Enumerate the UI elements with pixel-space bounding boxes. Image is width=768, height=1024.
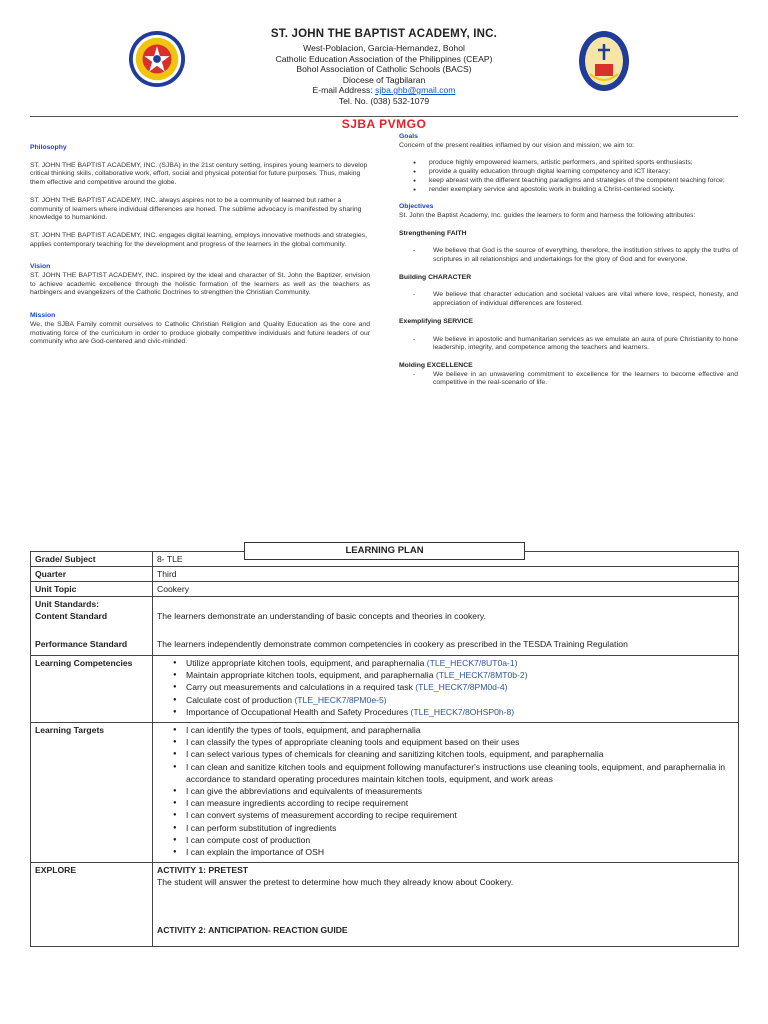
performance-standard-value: The learners independently demonstrate common competencies in cookery as prescribed in the TESDA Training Regulation xyxy=(157,639,628,649)
target-item: ● I can convert systems of measurement according to recipe requirement xyxy=(173,809,734,821)
table-row xyxy=(31,863,739,947)
standards-labels xyxy=(31,597,153,656)
email-link[interactable]: sjba.ghb@gmail.com xyxy=(375,85,456,95)
explore-label: EXPLORE xyxy=(31,863,153,947)
attribute-service-text: - We believe in apostolic and humanitarian services as we emulate an aura of pure Christianity to hone leadership, integrity, and competence among the teachers and learners. xyxy=(413,336,738,353)
philosophy-heading: Philosophy xyxy=(30,144,67,151)
school-address: West-Poblacion, Garcia-Hernandez, Bohol xyxy=(303,43,465,53)
explore-cell xyxy=(153,863,739,947)
grade-label: Grade/ Subject xyxy=(31,552,153,567)
philosophy-paragraph: ST. JOHN THE BAPTIST ACADEMY, INC. always aspires not to be a community of learned but rather a community of learners where individual differences are honed. The sublime advocacy is manifested by sharing knowledge to humankind. xyxy=(30,196,362,222)
activity2-title: ACTIVITY 2: ANTICIPATION- REACTION GUIDE xyxy=(157,925,348,936)
target-item: ● I can clean and sanitize kitchen tools and equipment following manufacturer's instructions use cleaning tools, equipment, and paraphernalia in accordance to standard operating procedures maintain kitchen tools, equipment, and work areas xyxy=(173,761,734,785)
competency-item: ● Utilize appropriate kitchen tools, equipment, and paraphernalia (TLE_HECK7/8UT0a-1) xyxy=(173,657,734,669)
philosophy-paragraph: ST. JOHN THE BAPTIST ACADEMY, INC. (SJBA) in the 21st century setting, inspires young learners to develop critical thinking skills, collaborative work, effort, social and physical potential for future purposes. Thus, making them effective and competitive around the globe. xyxy=(30,161,368,187)
competencies-list xyxy=(157,657,734,718)
activity1-text: The student will answer the pretest to determine how much they already know about Cookery. xyxy=(157,877,514,888)
ceap-line: Catholic Education Association of the Philippines (CEAP) xyxy=(275,53,493,64)
attribute-character-title: Building CHARACTER xyxy=(399,273,472,281)
activity1-title: ACTIVITY 1: PRETEST xyxy=(157,865,249,876)
competency-code: (TLE_HECK7/8PM0e-5) xyxy=(294,694,387,705)
attribute-character-text: - We believe that character education and societal values are vital where love, respect, honesty, and appreciation of individual differences are fostered. xyxy=(413,291,738,308)
target-item: ● I can explain the importance of OSH xyxy=(173,846,734,858)
competency-code: (TLE_HECK7/8OHSP0h-8) xyxy=(410,706,515,717)
table-row xyxy=(31,723,739,863)
target-item: ● I can classify the types of appropriate cleaning tools and equipment based on their uses xyxy=(173,736,734,748)
competency-item: ● Maintain appropriate kitchen tools, equipment, and paraphernalia (TLE_HECK7/8MT0b-2) xyxy=(173,669,734,681)
targets-list xyxy=(157,724,734,858)
competency-item: ● Carry out measurements and calculations in a required task (TLE_HECK7/8PM0d-4) xyxy=(173,681,734,693)
attribute-service-list xyxy=(399,336,738,353)
letterhead xyxy=(0,24,768,108)
email-label: E-mail Address: xyxy=(312,85,376,95)
attribute-excellence-title: Molding EXCELLENCE xyxy=(399,361,473,369)
bacs-line: Bohol Association of Catholic Schools (BACS) xyxy=(296,64,472,74)
competency-item: ● Calculate cost of production (TLE_HECK7/8PM0e-5) xyxy=(173,694,734,706)
targets-cell xyxy=(153,723,739,863)
diocese-line: Diocese of Tagbilaran xyxy=(342,74,426,85)
unit-topic-label: Unit Topic xyxy=(31,582,153,597)
attribute-character-list xyxy=(399,291,738,308)
school-contact-lines xyxy=(0,43,768,106)
vision-heading: Vision xyxy=(30,263,51,271)
standards-values xyxy=(153,597,739,656)
objectives-intro: St. John the Baptist Academy, Inc. guides the learners to form and harness the following attributes: xyxy=(399,211,696,219)
target-item: ● I can measure ingredients according to recipe requirement xyxy=(173,797,734,809)
attribute-faith-text: - We believe that God is the source of everything, therefore, the institution strives to apply the truths of scriptures in all relationships and undertakings for the glory of God and for everyone. xyxy=(413,247,738,264)
sjba-seal-logo xyxy=(578,30,630,92)
vision-text: ST. JOHN THE BAPTIST ACADEMY, INC. inspired by the ideal and character of St. John the Baptizer, envision to achieve academic excellence through the holistic formation of the learners as well as the teachers as harbingers and evangelizers of the Catholic Doctrines to strengthen the Christian Community. xyxy=(30,272,370,297)
unit-standards-label: Unit Standards: xyxy=(35,599,99,609)
attribute-service-title: Exemplifying SERVICE xyxy=(399,317,473,325)
attribute-faith-title: Strengthening FAITH xyxy=(399,229,467,237)
targets-label: Learning Targets xyxy=(31,723,153,863)
competencies-cell xyxy=(153,656,739,723)
target-item: ● I can select various types of chemicals for cleaning and sanitizing kitchen tools, equipment, and paraphernalia xyxy=(173,748,734,760)
goals-list xyxy=(399,159,738,194)
goals-intro: Concern of the present realities inflamed by our vision and mission; we aim to: xyxy=(399,141,634,149)
goals-heading: Goals xyxy=(399,133,418,140)
goal-item: ● keep abreast with the different teaching paradigms and strategies of the competent teaching force; xyxy=(413,177,738,186)
philosophy-paragraph: ST. JOHN THE BAPTIST ACADEMY, INC. engages digital learning, employs innovative methods and strategies, applies contemporary teaching for the development and progress of the learners in the global community. xyxy=(30,231,367,248)
table-row xyxy=(31,582,739,597)
email-line xyxy=(0,85,768,96)
goal-item: ● provide a quality education through digital learning competency and ICT literacy; xyxy=(413,168,738,177)
content-standard-value: The learners demonstrate an understanding of basic concepts and theories in cookery. xyxy=(157,611,486,621)
mission-heading: Mission xyxy=(30,312,56,320)
competency-code: (TLE_HECK7/8PM0d-4) xyxy=(415,682,508,693)
grade-value: 8- TLE xyxy=(153,552,739,567)
table-row xyxy=(31,567,739,582)
pvmgo-title: SJBA PVMGO xyxy=(341,117,427,131)
attribute-excellence-text: - We believe in an unwavering commitment to excellence for the learners to become effective and competitive in the real-scenario of life. xyxy=(413,371,738,388)
content-standard-label: Content Standard xyxy=(35,611,108,621)
target-item: ● I can identify the types of tools, equipment, and paraphernalia xyxy=(173,724,734,736)
objectives-heading: Objectives xyxy=(399,203,434,211)
competency-code: (TLE_HECK7/8UT0a-1) xyxy=(426,658,518,668)
quarter-label: Quarter xyxy=(31,567,153,582)
unit-topic-value: Cookery xyxy=(153,582,739,597)
competencies-label: Learning Competencies xyxy=(31,656,153,723)
performance-standard-label: Performance Standard xyxy=(35,639,128,649)
table-row xyxy=(31,597,739,656)
target-item: ● I can give the abbreviations and equivalents of measurements xyxy=(173,785,734,797)
attribute-excellence-list xyxy=(399,371,738,388)
goal-item: ● produce highly empowered learners, artistic performers, and spirited sports enthusiasts; xyxy=(413,159,738,168)
competency-item: ● Importance of Occupational Health and Safety Procedures (TLE_HECK7/8OHSP0h-8) xyxy=(173,706,734,718)
attribute-faith-list xyxy=(399,247,738,264)
pvmgo-left-column xyxy=(30,144,370,347)
quarter-value: Third xyxy=(153,567,739,582)
learning-plan-table xyxy=(30,551,739,947)
target-item: ● I can perform substitution of ingredients xyxy=(173,822,734,834)
mission-text: We, the SJBA Family commit ourselves to Catholic Christian Religion and Quality Education as the core and motivating force of the curriculum in order to produce globally competitive individuals and future leaders of our community who are God-centered and civic-minded. xyxy=(30,320,370,346)
learning-plan-title: LEARNING PLAN xyxy=(244,542,525,560)
table-row xyxy=(31,656,739,723)
goal-item: ● render exemplary service and apostolic work in building a Christ-centered society. xyxy=(413,186,738,195)
competency-code: (TLE_HECK7/8MT0b-2) xyxy=(435,670,528,681)
target-item: ● I can compute cost of production xyxy=(173,834,734,846)
school-name: ST. JOHN THE BAPTIST ACADEMY, INC. xyxy=(270,28,498,40)
tel-line: Tel. No. (038) 532-1079 xyxy=(338,95,430,106)
pvmgo-right-column xyxy=(399,133,738,388)
